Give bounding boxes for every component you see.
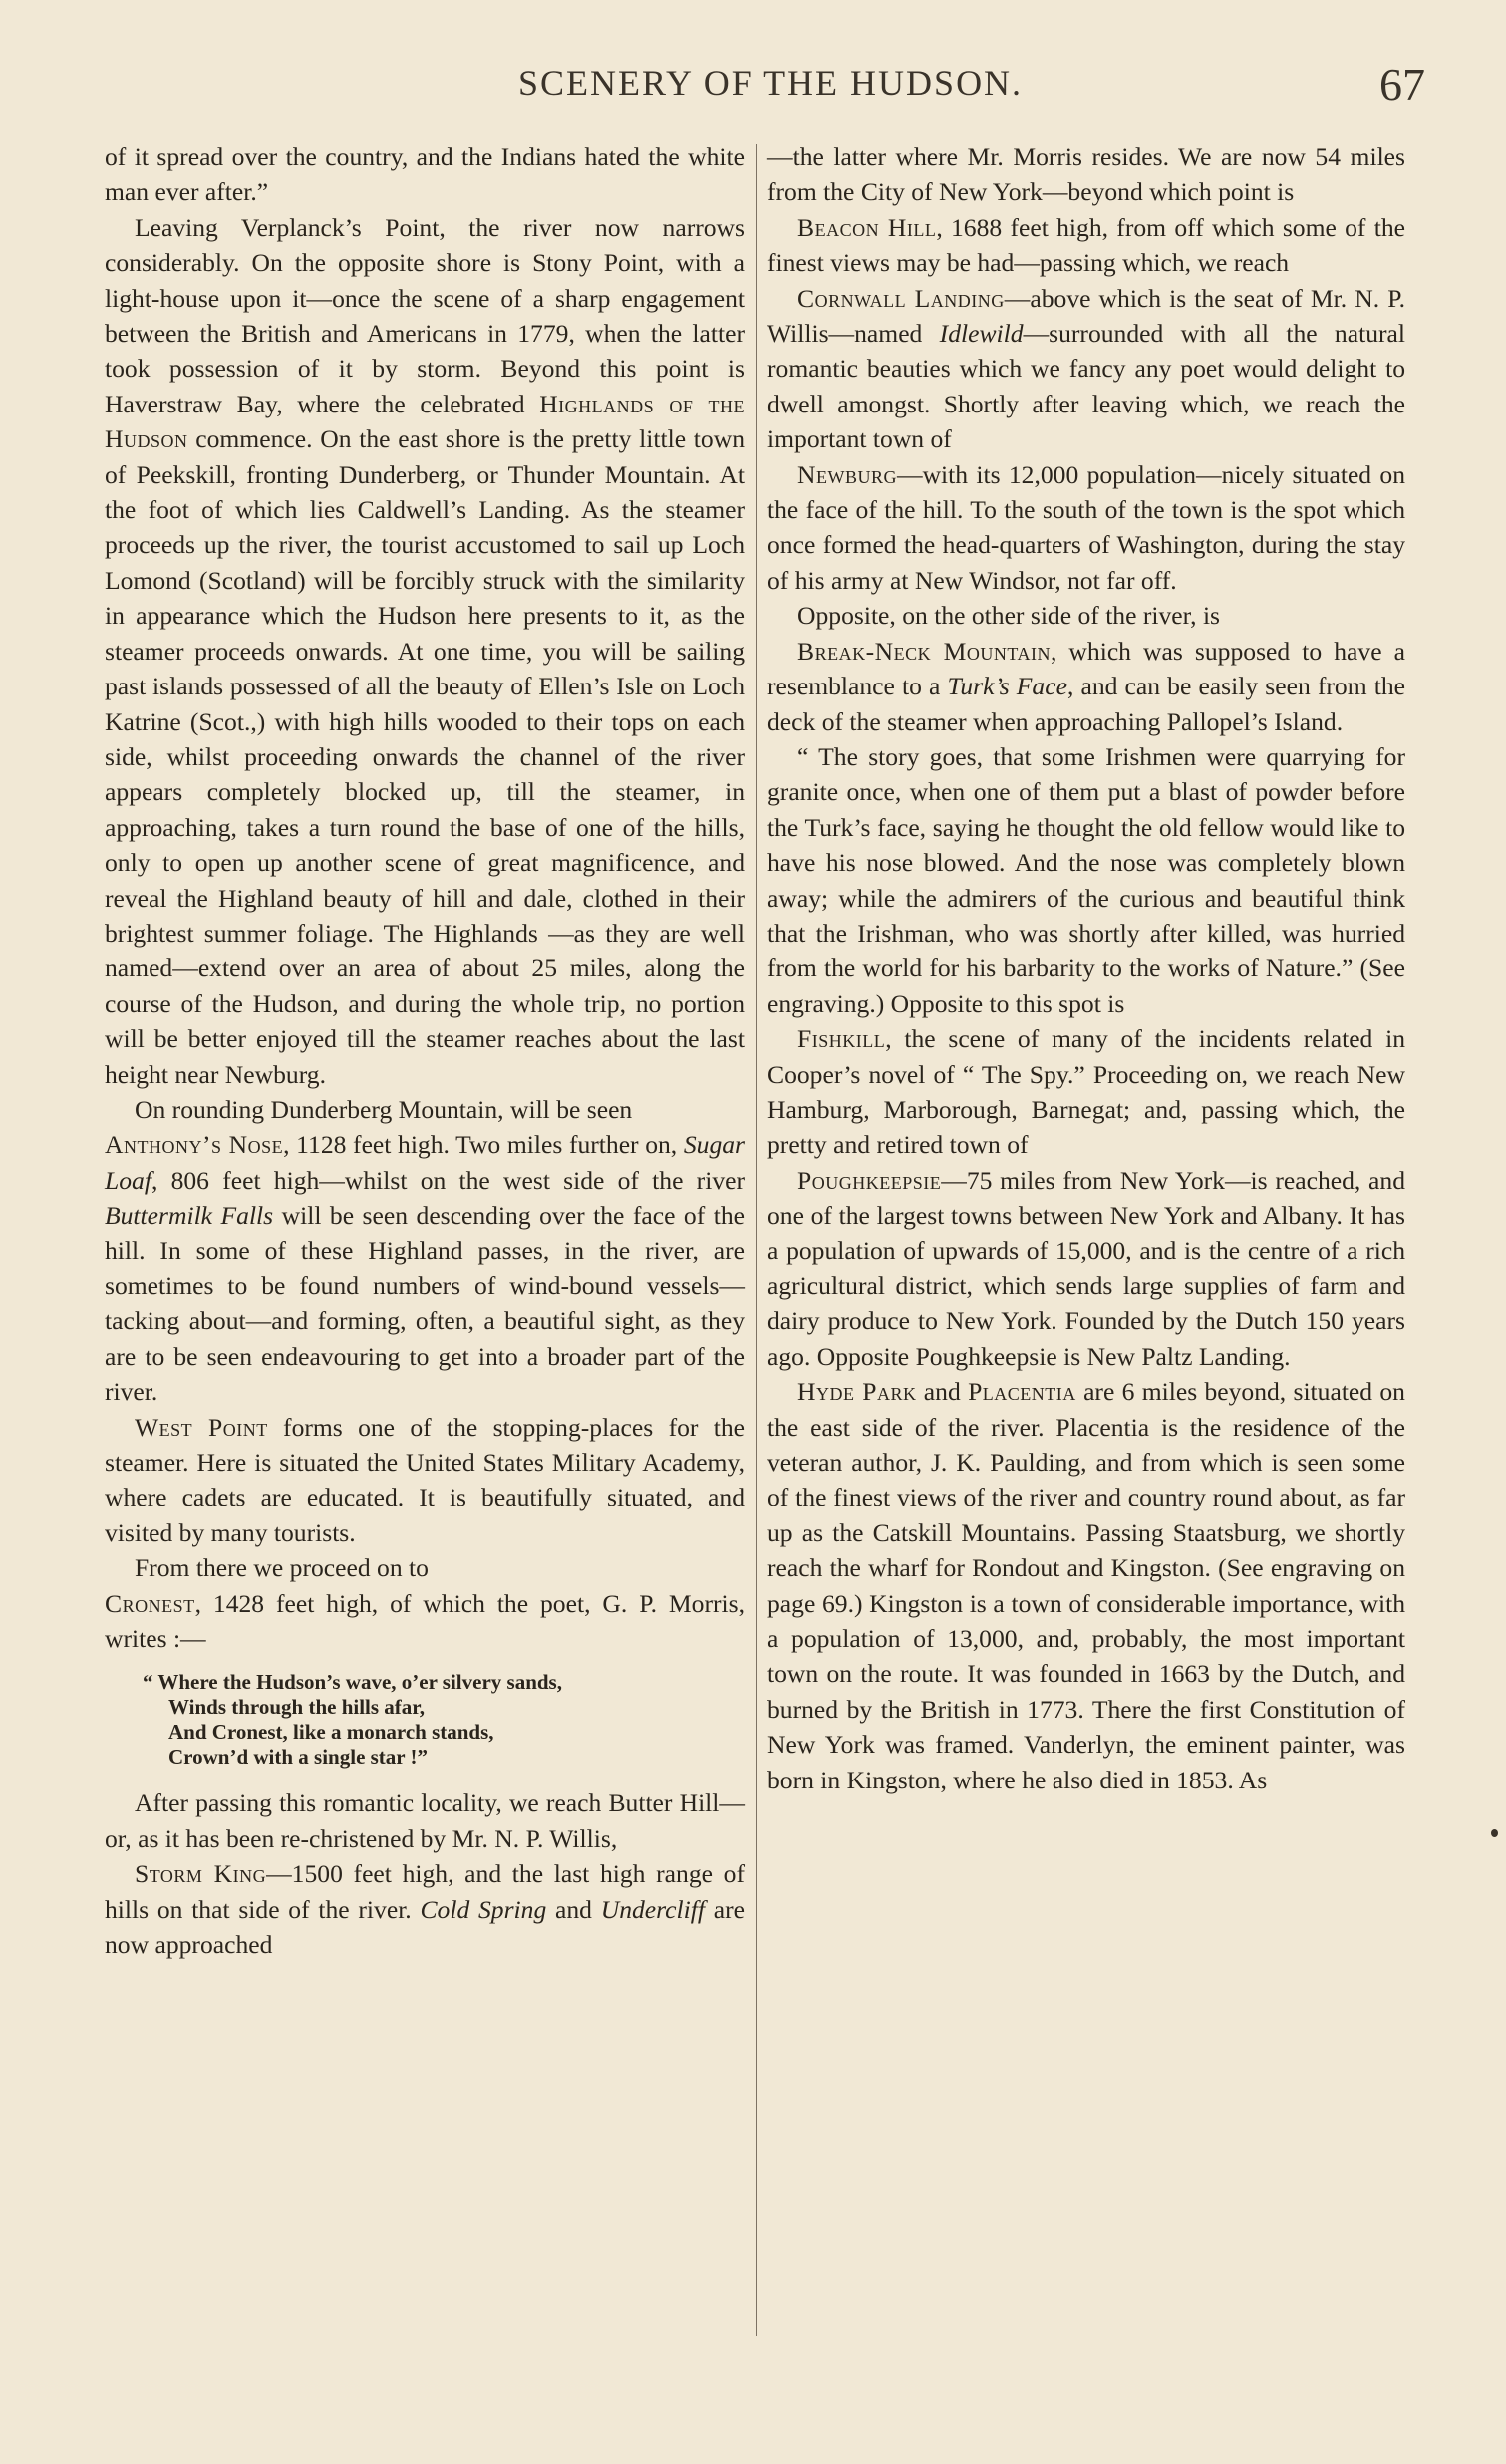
paragraph: Cornwall Landing—above which is the seat of Mr. N. P. Willis—named Idlewild—surrounded with all the natural romantic beauties which we fancy any poet would delight to dwell amongst. Shortly after leaving which, we reach the important town of	[767, 283, 1405, 454]
paragraph: Poughkeepsie—75 miles from New York—is reached, and one of the largest towns between New York and Albany. It has a population of upwards of 15,000, and is the centre of a rich agricultural district, which sends large supplies of farm and dairy produce to New York. Founded by the Dutch 150 years ago. Opposite Poughkeepsie is New Paltz Landing.	[767, 1165, 1405, 1371]
paragraph: Break-Neck Mountain, which was supposed to have a resemblance to a Turk’s Face, and can be easily seen from the deck of the steamer when approaching Pallopel’s Island.	[767, 636, 1406, 736]
place-name: Storm King	[135, 1859, 267, 1889]
paragraph: —the latter where Mr. Morris resides. We are now 54 miles from the City of New York—beyond which point is	[767, 142, 1405, 207]
verse-line: Winds through the hills afar,	[168, 1695, 425, 1720]
place-name: West Point	[135, 1412, 268, 1442]
paragraph: After passing this romantic locality, we reach Butter Hill—or, as it has been re-christened by Mr. N. P. Willis,	[105, 1788, 745, 1853]
place-name: Idlewild	[939, 319, 1024, 349]
left-column	[105, 139, 745, 1963]
paragraph: Opposite, on the other side of the river, is	[797, 601, 1221, 631]
right-column	[767, 139, 1405, 1797]
place-name: Highlands of the Hudson	[105, 389, 745, 454]
margin-mark	[1491, 1829, 1498, 1837]
verse-line: Crown’d with a single star !”	[168, 1745, 428, 1770]
paragraph: Storm King—1500 feet high, and the last high range of hills on that side of the river. Cold Spring and Undercliff are now approached	[105, 1859, 745, 1960]
place-name: Newburg	[797, 459, 897, 489]
verse-line: And Cronest, like a monarch stands,	[168, 1720, 494, 1745]
paragraph: Newburg—with its 12,000 population—nicely situated on the face of the hill. To the south of the town is the spot which once formed the head-quarters of Washington, during the stay of his army at New Windsor, not far off.	[767, 459, 1405, 595]
place-name: Hyde Park	[797, 1377, 917, 1407]
paragraph: From there we proceed on to	[135, 1553, 429, 1583]
column-divider	[756, 144, 757, 2336]
place-name: Poughkeepsie	[797, 1165, 942, 1195]
poem-quote	[143, 1670, 745, 1770]
paragraph: Hyde Park and Placentia are 6 miles beyond, situated on the east side of the river. Placentia is the residence of the veteran author, J. K. Paulding, and from which is seen some of the finest views of the river and country round about, as far up as the Catskill Mountains. Passing Staatsburg, we shortly reach the wharf for Rondout and Kingston. (See engraving on page 69.) Kingston is a town of considerable importance, with a population of 13,000, and, probably, the most important town on the route. It was founded in 1663 by the Dutch, and burned by the British in 1773. There the first Constitution of New York was framed. Vanderlyn, the eminent painter, was born in Kingston, where he also died in 1853. As	[767, 1377, 1405, 1794]
place-name: Beacon Hill	[797, 212, 937, 242]
place-name: Buttermilk Falls	[105, 1201, 274, 1231]
paragraph: Beacon Hill, 1688 feet high, from off which some of the finest views may be had—passing which, we reach	[767, 212, 1406, 278]
paragraph: Leaving Verplanck’s Point, the river now narrows considerably. On the opposite shore is Stony Point, with a light-house upon it—once the scene of a sharp engagement between the British and Americans in 1779, when the latter took possession of it by storm. Beyond this point is Haverstraw Bay, where the celebrated Highlands of the Hudson commence. On the east shore is the pretty little town of Peekskill, fronting Dunderberg, or Thunder Mountain. At the foot of which lies Caldwell’s Landing. As the steamer proceeds up the river, the tourist accustomed to sail up Loch Lomond (Scotland) will be forcibly struck with the similarity in appearance which the Hudson here presents to it, as the steamer proceeds onwards. At one time, you will be sailing past islands possessed of all the beauty of Ellen’s Isle on Loch Katrine (Scot.,) with high hills wooded to their tops on each side, whilst proceeding onwards the channel of the river appears completely blocked up, till the steamer, in approaching, takes a turn round the base of one of the hills, only to open up another scene of great magnificence, and reveal the Highland beauty of hill and dale, clothed in their brightest summer foliage. The Highlands —as they are well named—extend over an area of about 25 miles, along the course of the Hudson, and during the whole trip, no portion will be better enjoyed till the steamer reaches about the last height near Newburg.	[105, 212, 745, 1089]
paragraph: On rounding Dunderberg Mountain, will be seen	[135, 1094, 633, 1124]
place-name: Undercliff	[600, 1894, 705, 1924]
place-name: Cold Spring	[420, 1894, 547, 1924]
paragraph: “ The story goes, that some Irishmen were quarrying for granite once, when one of them put a blast of powder before the Turk’s face, saying he thought the old fellow would like to have his nose blowed. And the nose was completely blown away; while the admirers of the curious and beautiful think that the Irishman, who was shortly after killed, was hurried from the world for his barbarity to the works of Nature.” (See engraving.) Opposite to this spot is	[767, 741, 1405, 1018]
paragraph: Fishkill, the scene of many of the incidents related in Cooper’s novel of “ The Spy.” Proceeding on, we reach New Hamburg, Marborough, Barnegat; and, passing which, the pretty and retired town of	[767, 1024, 1405, 1160]
paragraph: Anthony’s Nose, 1128 feet high. Two miles further on, Sugar Loaf, 806 feet high—whilst on the west side of the river Buttermilk Falls will be seen descending over the face of the hill. In some of these Highland passes, in the river, are sometimes to be found numbers of wind-bound vessels—tacking about—and forming, often, a beautiful sight, as they are to be seen endeavouring to get into a broader part of the river.	[105, 1130, 746, 1407]
page-number: 67	[1379, 59, 1425, 110]
place-name: Break-Neck Mountain	[797, 636, 1051, 666]
place-name: Fishkill	[797, 1024, 886, 1054]
place-name: Anthony’s Nose	[105, 1130, 284, 1160]
verse-line: “ Where the Hudson’s wave, o’er silvery sands,	[143, 1670, 562, 1695]
paragraph: Cronest, 1428 feet high, of which the poet, G. P. Morris, writes :—	[105, 1588, 745, 1654]
place-name: Sugar Loaf	[105, 1130, 745, 1195]
place-name: Cronest	[105, 1588, 195, 1618]
place-name: Cornwall Landing	[797, 283, 1005, 313]
place-name: Turk’s Face	[947, 672, 1067, 701]
paragraph: of it spread over the country, and the Indians hated the white man ever after.”	[105, 142, 745, 207]
paragraph: West Point forms one of the stopping-places for the steamer. Here is situated the United States Military Academy, where cadets are educated. It is beautifully situated, and visited by many tourists.	[105, 1412, 745, 1547]
running-title: SCENERY OF THE HUDSON.	[518, 63, 1024, 103]
place-name: Placentia	[968, 1377, 1076, 1407]
page-header	[518, 59, 1425, 112]
